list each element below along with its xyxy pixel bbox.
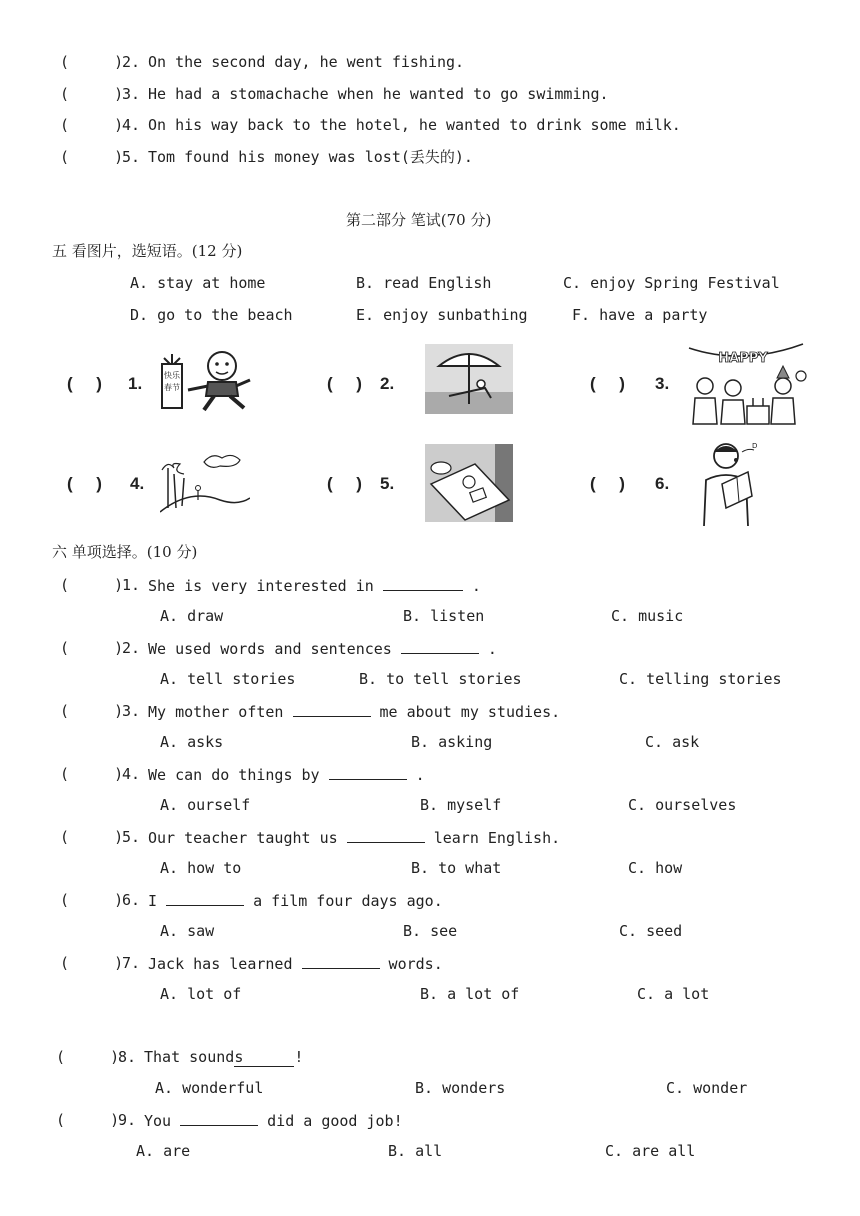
option-a: A. lot of — [160, 985, 242, 1003]
option-a: A. saw — [160, 922, 215, 940]
option-c: C. ourselves — [628, 796, 737, 814]
item-number: 3. — [122, 85, 141, 103]
answer-blank[interactable] — [401, 639, 479, 654]
option-c: C. enjoy Spring Festival — [563, 274, 780, 292]
option-c: C. ask — [645, 733, 700, 751]
option-a: A. wonderful — [155, 1079, 264, 1097]
question-stem-after: . — [478, 640, 497, 658]
part-two-title: 第二部分 笔试(70 分) — [346, 211, 492, 229]
answer-bracket[interactable]: ( ) — [60, 639, 124, 657]
answer-bracket[interactable]: ( ) — [56, 1048, 120, 1066]
item-number: 5. — [122, 148, 141, 166]
question-number: 7. — [122, 954, 141, 972]
question-stem — [148, 954, 443, 973]
option-b: B. listen — [403, 607, 485, 625]
svg-text:快乐: 快乐 — [164, 371, 180, 380]
answer-bracket[interactable]: ( ) — [60, 576, 124, 594]
answer-bracket[interactable]: ( ) — [60, 828, 124, 846]
question-stem — [144, 1048, 303, 1067]
option-b: B. to what — [411, 859, 502, 877]
question-stem — [144, 1111, 403, 1130]
question-stem — [148, 639, 497, 658]
picture-number: 3. — [655, 374, 670, 393]
question-stem-before: Our teacher taught us — [148, 829, 338, 847]
question-number: 2. — [122, 639, 141, 657]
answer-bracket[interactable]: ( ) — [60, 116, 124, 134]
answer-bracket[interactable]: ( ) — [60, 891, 124, 909]
option-c: C. telling stories — [619, 670, 782, 688]
answer-bracket[interactable]: ( ) — [590, 374, 625, 393]
question-number: 5. — [122, 828, 141, 846]
question-stem-before: She is very interested in — [148, 577, 374, 595]
spring-festival-boy-icon — [160, 350, 260, 414]
answer-bracket[interactable]: ( ) — [327, 374, 362, 393]
question-stem-after: . — [462, 577, 481, 595]
answer-bracket[interactable]: ( ) — [67, 474, 102, 493]
option-b: B. read English — [356, 274, 492, 292]
question-stem — [148, 702, 560, 721]
option-a: A. how to — [160, 859, 242, 877]
answer-bracket[interactable]: ( ) — [60, 702, 124, 720]
option-a: A. draw — [160, 607, 224, 625]
picture-number: 1. — [128, 374, 143, 393]
option-c: C. how — [628, 859, 683, 877]
boy-reading-english-icon — [696, 438, 766, 528]
option-a: A. ourself — [160, 796, 251, 814]
answer-blank[interactable] — [347, 828, 425, 843]
option-f: F. have a party — [572, 306, 708, 324]
question-stem — [148, 765, 425, 784]
picture-number: 5. — [380, 474, 395, 493]
option-a: A. are — [136, 1142, 191, 1160]
option-c: C. wonder — [666, 1079, 748, 1097]
item-number: 2. — [122, 53, 141, 71]
item-text: On his way back to the hotel, he wanted to drink some milk. — [148, 116, 681, 134]
question-stem-before: That sound — [144, 1048, 235, 1066]
svg-text:D: D — [752, 442, 758, 450]
picture-number: 4. — [130, 474, 145, 493]
question-stem-after: me about my studies. — [370, 703, 561, 721]
item-text: Tom found his money was lost(丢失的). — [148, 148, 473, 166]
question-stem-after: . — [406, 766, 425, 784]
answer-blank[interactable] — [166, 891, 244, 906]
question-stem — [148, 576, 481, 595]
option-a: A. stay at home — [130, 274, 266, 292]
question-stem-before: I — [148, 892, 158, 910]
answer-bracket[interactable]: ( ) — [590, 474, 625, 493]
option-d: D. go to the beach — [130, 306, 293, 324]
question-number: 8. — [118, 1048, 137, 1066]
picture-number: 2. — [380, 374, 395, 393]
option-b: B. asking — [411, 733, 493, 751]
question-stem-after: a film four days ago. — [244, 892, 443, 910]
question-stem-before: Jack has learned — [148, 955, 293, 973]
answer-bracket[interactable]: ( ) — [60, 53, 124, 71]
question-stem-before: We can do things by — [148, 766, 320, 784]
option-c: C. a lot — [637, 985, 710, 1003]
option-c: C. seed — [619, 922, 683, 940]
answer-blank[interactable] — [302, 954, 380, 969]
svg-text:春节: 春节 — [164, 383, 180, 392]
question-number: 9. — [118, 1111, 137, 1129]
option-a: A. tell stories — [160, 670, 296, 688]
question-stem-before: We used words and sentences — [148, 640, 392, 658]
party-celebration-icon — [683, 340, 809, 428]
section-six-title: 六 单项选择。(10 分) — [52, 543, 198, 561]
option-b: B. see — [403, 922, 458, 940]
item-number: 4. — [122, 116, 141, 134]
option-b: B. all — [388, 1142, 443, 1160]
question-number: 3. — [122, 702, 141, 720]
item-text: He had a stomachache when he wanted to go swimming. — [148, 85, 609, 103]
question-number: 4. — [122, 765, 141, 783]
option-e: E. enjoy sunbathing — [356, 306, 528, 324]
option-b: B. a lot of — [420, 985, 520, 1003]
question-stem-after: words. — [379, 955, 443, 973]
svg-text:HAPPY: HAPPY — [718, 351, 768, 366]
answer-bracket[interactable]: ( ) — [60, 85, 124, 103]
question-stem-after: ! — [294, 1048, 304, 1066]
question-stem — [148, 891, 443, 910]
picture-number: 6. — [655, 474, 670, 493]
answer-blank[interactable] — [383, 576, 463, 591]
answer-blank[interactable] — [234, 1048, 294, 1067]
answer-bracket[interactable]: ( ) — [60, 954, 124, 972]
question-number: 6. — [122, 891, 141, 909]
beach-palm-trees-icon — [160, 448, 250, 516]
question-stem-before: You — [144, 1112, 172, 1130]
answer-bracket[interactable]: ( ) — [67, 374, 102, 393]
option-b: B. to tell stories — [359, 670, 522, 688]
answer-bracket[interactable]: ( ) — [327, 474, 362, 493]
answer-blank[interactable] — [180, 1111, 258, 1126]
question-number: 1. — [122, 576, 141, 594]
question-stem-before: My mother often — [148, 703, 284, 721]
question-stem — [148, 828, 560, 847]
reading-at-home-icon — [425, 444, 513, 522]
question-stem-after: learn English. — [424, 829, 561, 847]
answer-bracket[interactable]: ( ) — [60, 148, 124, 166]
item-text: On the second day, he went fishing. — [148, 53, 465, 71]
question-stem-after: did a good job! — [258, 1112, 403, 1130]
answer-bracket[interactable]: ( ) — [56, 1111, 120, 1129]
option-b: B. wonders — [415, 1079, 506, 1097]
option-c: C. are all — [605, 1142, 696, 1160]
option-b: B. myself — [420, 796, 502, 814]
option-c: C. music — [611, 607, 684, 625]
beach-umbrella-sunbathing-icon — [425, 344, 513, 414]
answer-blank[interactable] — [293, 702, 371, 717]
section-five-title: 五 看图片，选短语。(12 分) — [52, 242, 243, 260]
answer-blank[interactable] — [329, 765, 407, 780]
answer-bracket[interactable]: ( ) — [60, 765, 124, 783]
option-a: A. asks — [160, 733, 224, 751]
blank-text: s — [234, 1048, 244, 1066]
